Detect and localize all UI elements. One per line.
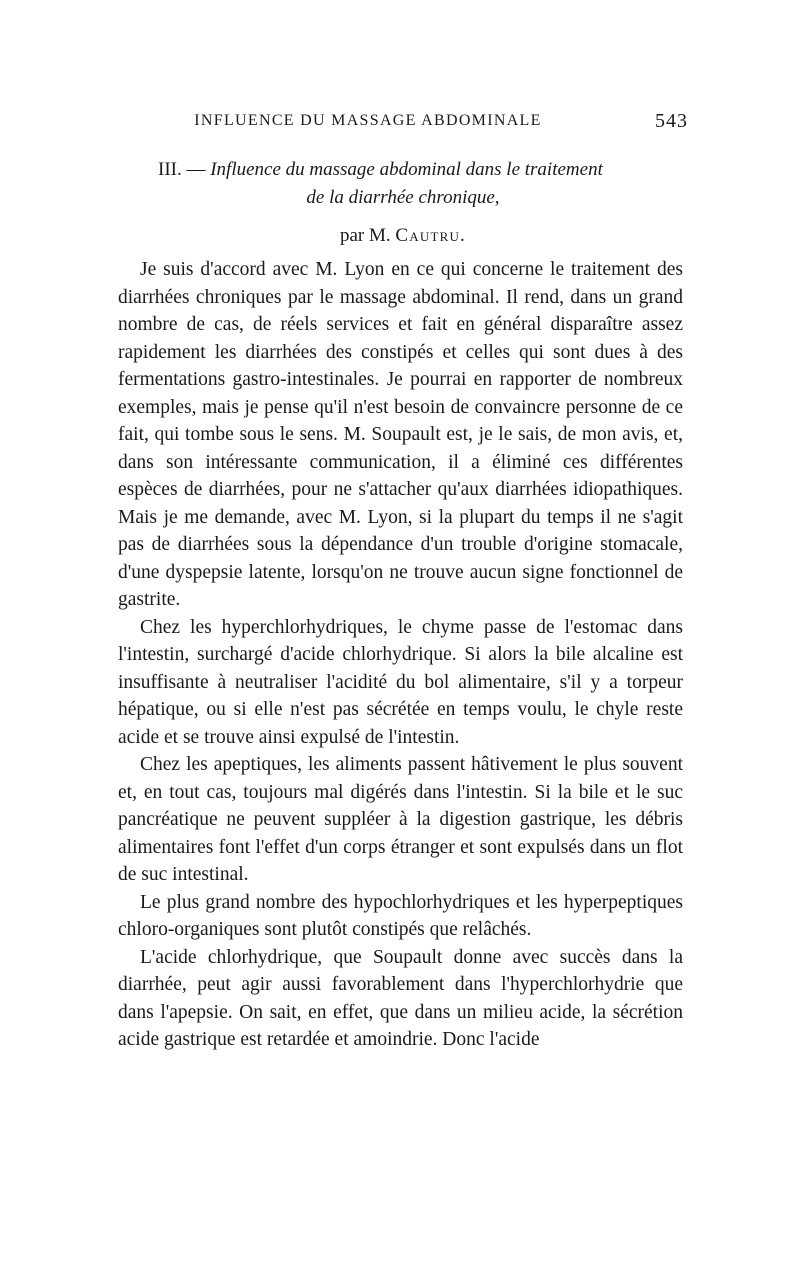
paragraph-2: Chez les hyperchlorhydriques, le chyme passe de l'estomac dans l'intestin, surchargé d'acide chlorhydrique. Si alors la bile alcaline est insuffisante à neutraliser l'acidité du bol alimentaire, s'il y a torpeur hépatique, ou si elle n'est pas sécrétée en temps voulu, le chyle reste acide et se trouve ainsi expulsé de l'intestin. [118, 616, 683, 748]
author-prefix: par M. [339, 225, 391, 246]
paragraph-5: L'acide chlorhydrique, que Soupault donne avec succès dans la diarrhée, peut agir aussi favorablement dans l'hyperchlorhydrie que dans l'apepsie. On sait, en effet, que dans un milieu acide, la sécrétion acide gastrique est retardée et amoindrie. Donc l'acide [118, 946, 683, 1050]
author-line [118, 222, 688, 250]
page-number: 543 [655, 110, 688, 132]
paragraph-3: Chez les apeptiques, les aliments passent hâtivement le plus souvent et, en tout cas, toujours mal digérés dans l'intestin. Si la bile et le suc pancréatique ne peuvent suppléer à la digestion gastrique, les débris alimentaires font l'effet d'un corps étranger et sont expulsés dans un flot de suc intestinal. [118, 754, 683, 885]
page-header [118, 112, 688, 142]
section-title [118, 156, 688, 212]
section-dash: — [186, 159, 206, 180]
section-title-text-1: Influence du massage abdominal dans le traitement [210, 159, 603, 180]
running-head: INFLUENCE DU MASSAGE ABDOMINALE [194, 112, 542, 129]
author-name: Cautru. [395, 225, 466, 246]
paragraph-1: Je suis d'accord avec M. Lyon en ce qui concerne le traitement des diarrhées chroniques par le massage abdominal. Il rend, dans un grand nombre de cas, de réels services et fait en général disparaître assez rapidement les diarrhées des constipés et celles qui sont dues à des fermentations gastro-intestinales. Je pourrai en rapporter de nombreux exemples, mais je pense qu'il n'est besoin de convaincre personne de ce fait, qui tombe sous le sens. M. Soupault est, je le sais, de mon avis, et, dans son intéressante communication, il a éliminé ces différentes espèces de diarrhées, pour ne s'attacher qu'aux diarrhées idiopathiques. Mais je me demande, avec M. Lyon, si la plupart du temps il ne s'agit pas de diarrhées sous la dépendance d'un trouble d'origine stomacale, d'une dyspepsie latente, lorsqu'on ne trouve aucun signe fonctionnel de gastrite. [118, 259, 683, 610]
section-title-line-2 [118, 184, 688, 212]
section-title-text-2: de la diarrhée chronique, [306, 187, 500, 208]
section-number: III. [158, 159, 182, 180]
paragraph-4: Le plus grand nombre des hypochlorhydriques et les hyperpeptiques chloro-organiques sont plutôt constipés que relâchés. [118, 891, 683, 940]
section-title-line-1 [118, 156, 688, 184]
body-text [118, 256, 683, 1054]
